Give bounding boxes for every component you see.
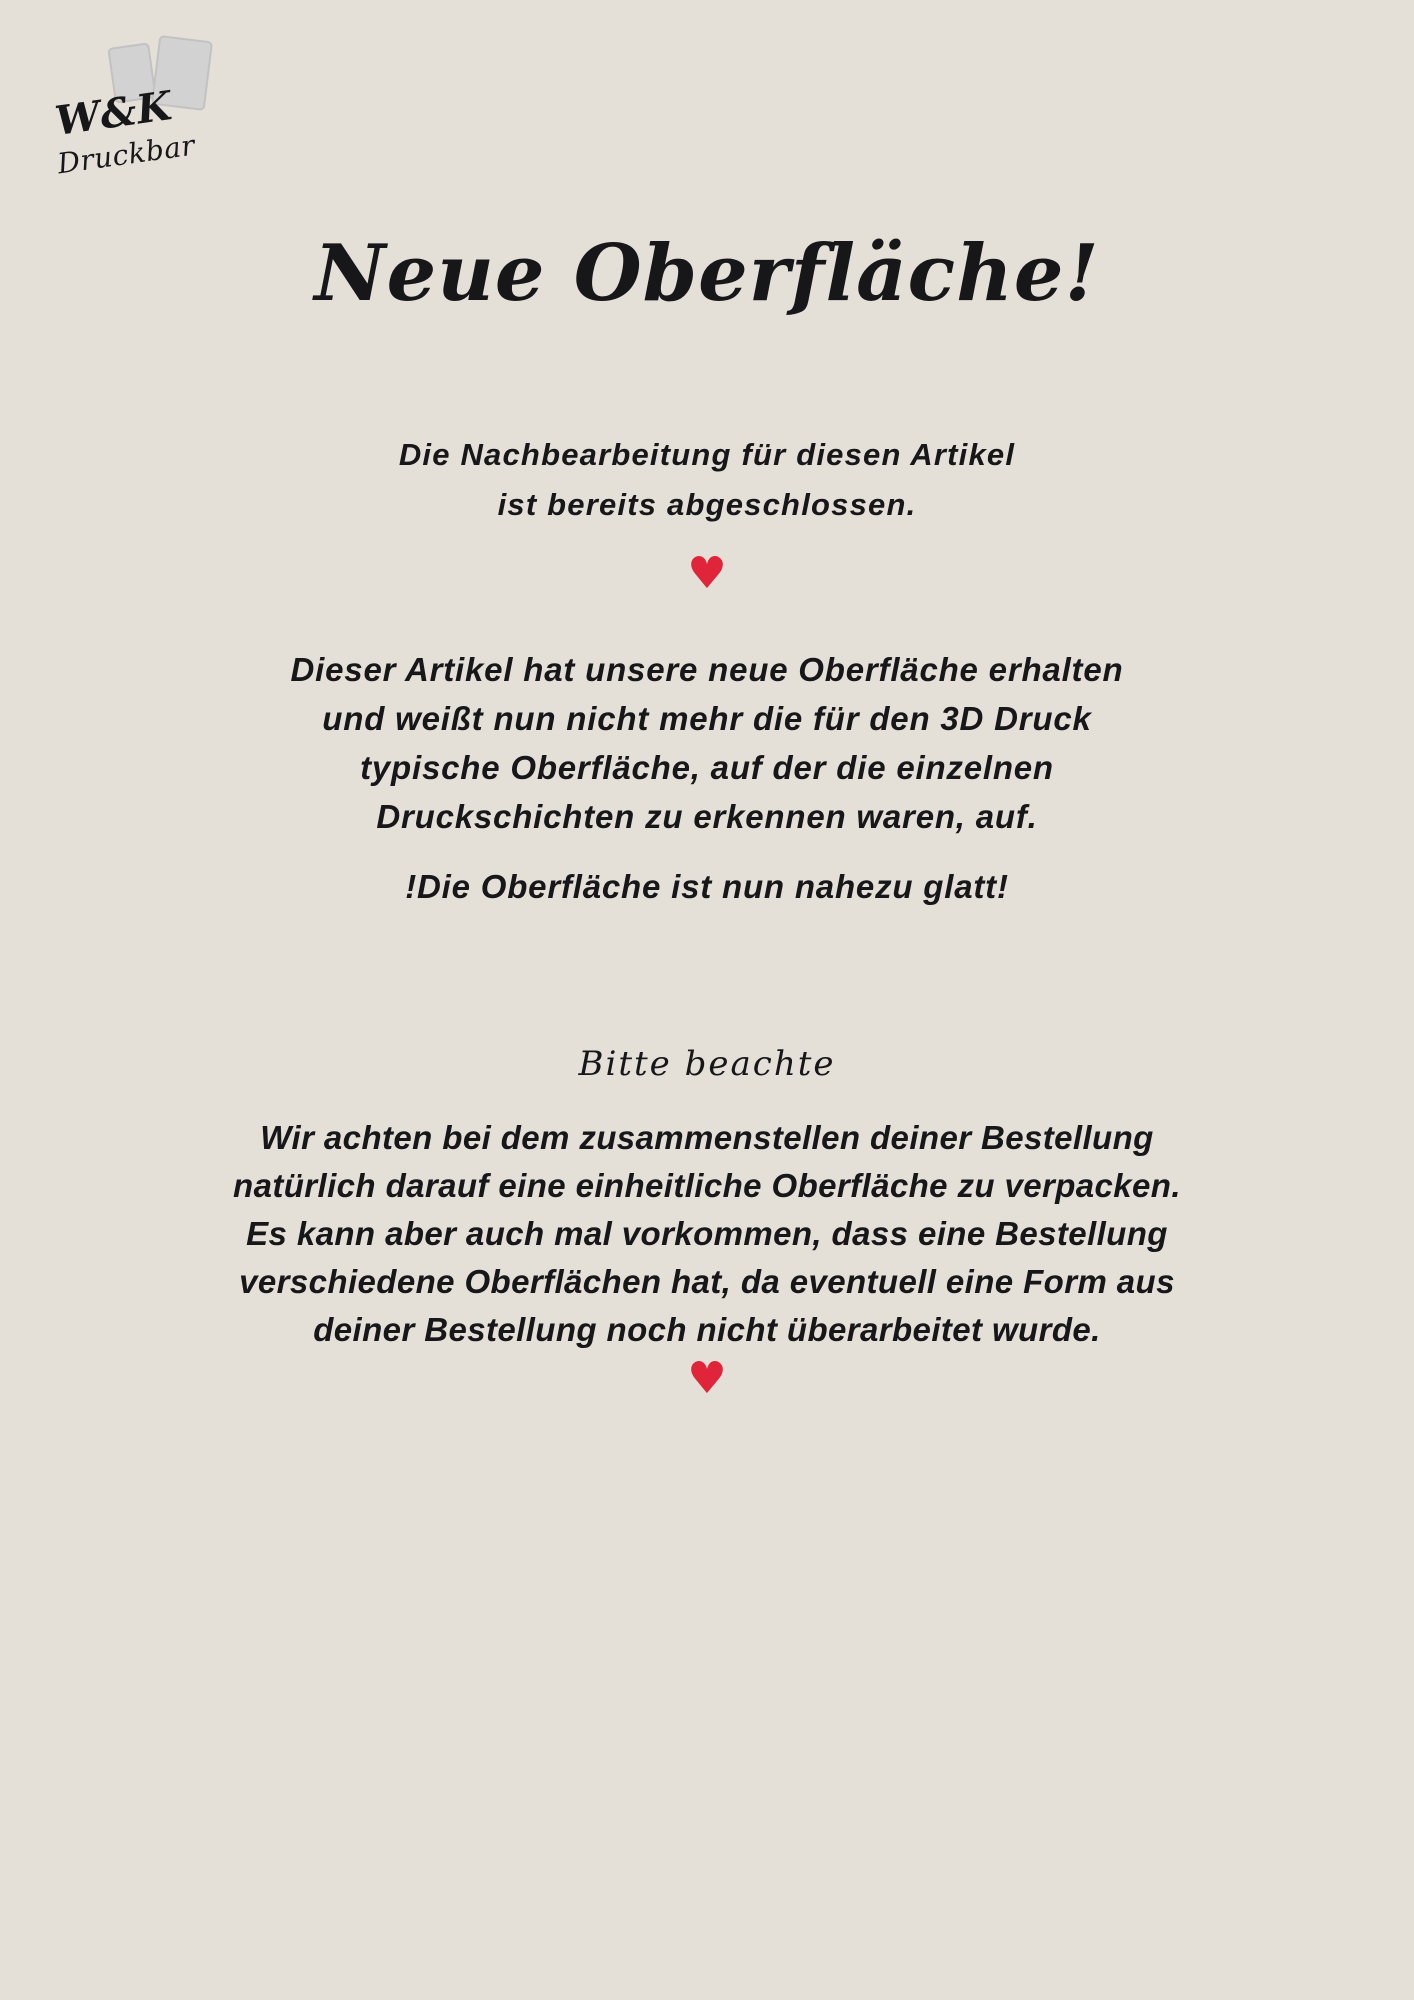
brand-logo (52, 35, 255, 185)
note-line: Wir achten bei dem zusammenstellen deiner Bestellung (260, 1119, 1154, 1156)
highlight-statement (0, 862, 1414, 911)
highlight-line: !Die Oberfläche ist nun nahezu glatt! (405, 868, 1009, 905)
note-line: natürlich darauf eine einheitliche Oberfläche zu verpacken. (233, 1167, 1181, 1204)
body-line: Druckschichten zu erkennen waren, auf. (376, 798, 1038, 835)
intro-paragraph (0, 430, 1414, 530)
body-line: Dieser Artikel hat unsere neue Oberfläche erhalten (290, 651, 1124, 688)
logo-tagline: Druckbar (55, 128, 198, 181)
body-line: und weißt nun nicht mehr die für den 3D Druck (322, 700, 1092, 737)
note-line: verschiedene Oberflächen hat, da eventuell eine Form aus (239, 1263, 1175, 1300)
body-paragraph (0, 645, 1414, 841)
note-line: Es kann aber auch mal vorkommen, dass eine Bestellung (246, 1215, 1168, 1252)
heart-icon: ♥ (687, 548, 727, 599)
intro-line: ist bereits abgeschlossen. (497, 487, 917, 522)
note-title: Bitte beachte (578, 1044, 836, 1084)
logo-brand-name: W&K (52, 82, 176, 145)
note-paragraph (0, 1114, 1414, 1354)
note-line: deiner Bestellung noch nicht überarbeitet wurde. (313, 1311, 1101, 1348)
heart-icon: ♥ (687, 1353, 727, 1404)
page-title: Neue Oberfläche! (314, 228, 1100, 319)
intro-line: Die Nachbearbeitung für diesen Artikel (398, 437, 1016, 472)
body-line: typische Oberfläche, auf der die einzelnen (360, 749, 1054, 786)
